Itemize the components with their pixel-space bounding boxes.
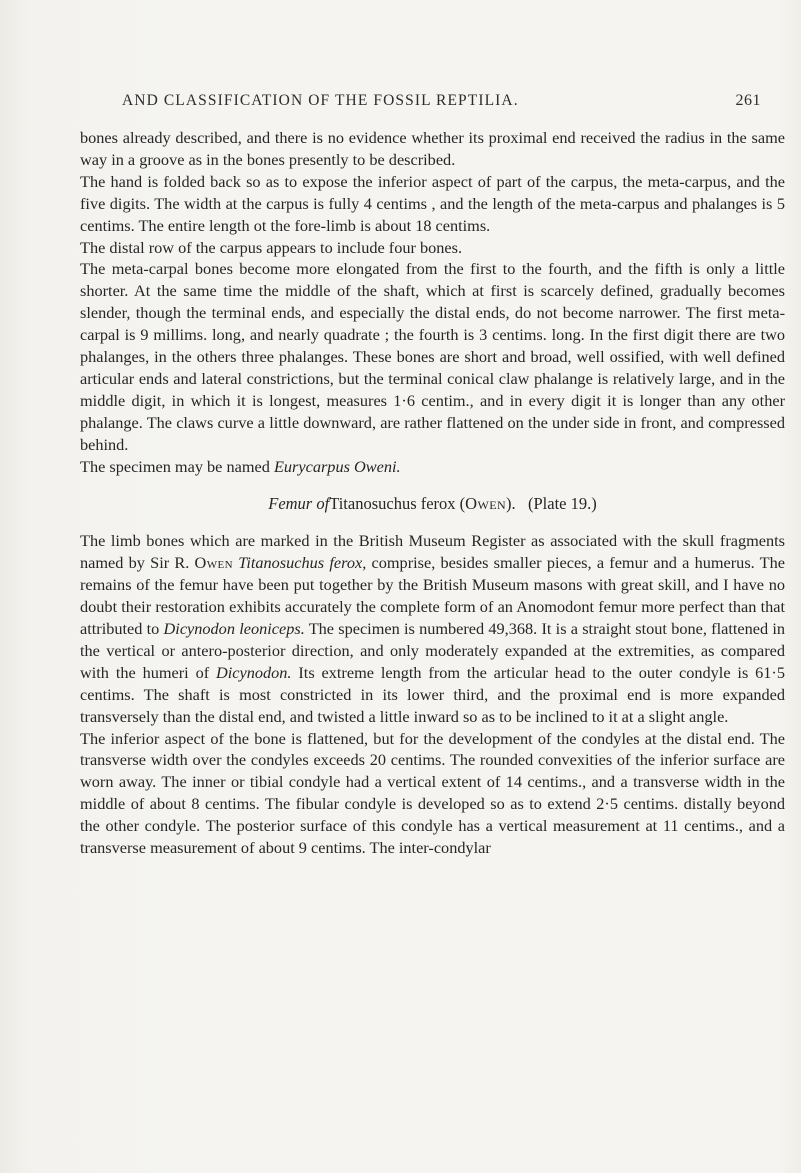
limb-owen: Owen xyxy=(194,553,233,573)
running-title: AND CLASSIFICATION OF THE FOSSIL REPTILIA. xyxy=(122,92,519,109)
paragraph-specimen-name xyxy=(80,456,785,478)
paragraph-meta-carpal: The meta-carpal bones become more elongated from the first to the fourth, and the fifth is only a little shorter. At the same time the middle of the shaft, which at first is scarcely defined, gradually becomes slender, though the terminal ends, and especially the distal ends, do not become narrower. The first meta-carpal is 9 millims. long, and nearly quadrate ; the fourth is 3 centims. long. In the first digit there are two phalanges, in the others three phalanges. These bones are short and broad, well ossified, with well defined articular ends and lateral constrictions, but the terminal conical claw phalange is relatively large, and in the middle digit, in which it is longest, measures 1·6 centim., and in every digit it is longer than any other phalange. The claws curve a little downward, are rather flattened on the under side in front, and compressed behind. xyxy=(80,259,785,454)
heading-plate: (Plate 19.) xyxy=(528,493,597,513)
heading-author: Owen xyxy=(465,493,507,513)
paragraph-opening: bones already described, and there is no evidence whether its proximal end received the radius in the same way in a groove as in the bones presently to be described. xyxy=(80,128,785,169)
section-heading xyxy=(80,493,785,515)
limb-text-d: The specimen is numbered 49,368. It is a straight stout bone, flattened in the vertical or antero-posterior direction, and only moderately expanded at the extremities, as compared with the humeri of xyxy=(80,619,785,682)
paragraph-limb-bones xyxy=(80,530,785,727)
paragraph-distal-row: The distal row of the carpus appears to include four bones. xyxy=(80,237,463,257)
specimen-name: Eurycarpus Oweni. xyxy=(273,456,401,476)
running-head xyxy=(0,92,801,116)
limb-text-c: comprise, besides smaller pieces, a femur and a humerus. The remains of the femur have been put together by the British Museum masons with great skill, and I have no doubt their restoration exhibits accurately the complete form of an Anomodont femur more perfect than that attributed to xyxy=(80,553,785,639)
body-text xyxy=(80,127,785,859)
heading-close: ). xyxy=(506,493,516,513)
specimen-name-lead: The specimen may be named xyxy=(80,456,274,476)
limb-text-e: Its extreme length from the articular head to the outer condyle is 61·5 centims. The shaft is most constricted in its lower third, and the proximal end is more expanded transversely than the distal end, and twisted a little inward so as to be inclined to it at a slight angle. xyxy=(80,662,785,726)
limb-species: Titanosuchus ferox, xyxy=(238,553,367,573)
heading-femur: Femur xyxy=(268,493,313,513)
paragraph-inferior-aspect: The inferior aspect of the bone is flattened, but for the development of the condyles at the distal end. The transverse width over the condyles exceeds 20 centims. The rounded convexities of the inferior surface are worn away. The inner or tibial condyle had a vertical extent of 14 centims., and a transverse width in the middle of about 8 centims. The fibular condyle is developed so as to extend 2·5 centims. distally beyond the other condyle. The posterior surface of this condyle has a vertical measurement at 11 centims., and a transverse measurement of about 9 centims. The inter-condylar xyxy=(80,728,785,858)
page-number: 261 xyxy=(735,92,761,109)
heading-of: of xyxy=(316,493,330,513)
limb-dicynodon-leoniceps: Dicynodon leoniceps. xyxy=(163,619,305,639)
paragraph-hand xyxy=(80,171,785,237)
limb-dicynodon: Dicynodon. xyxy=(216,662,292,682)
limb-text-a: The limb bones which are marked in the British Museum Register as associated with the skull fragments named by Sir R. xyxy=(80,531,785,573)
heading-genus: Titanosuchus ferox ( xyxy=(329,493,466,513)
paragraph-hand-text: The hand is folded back so as to expose the inferior aspect of part of the carpus, the meta-carpus, and the five digits. The width at the carpus is fully 4 centims , and the length of the meta-carpus and phalanges is 5 centims. The entire length ot the fore-limb is about 18 centims. xyxy=(80,171,785,235)
